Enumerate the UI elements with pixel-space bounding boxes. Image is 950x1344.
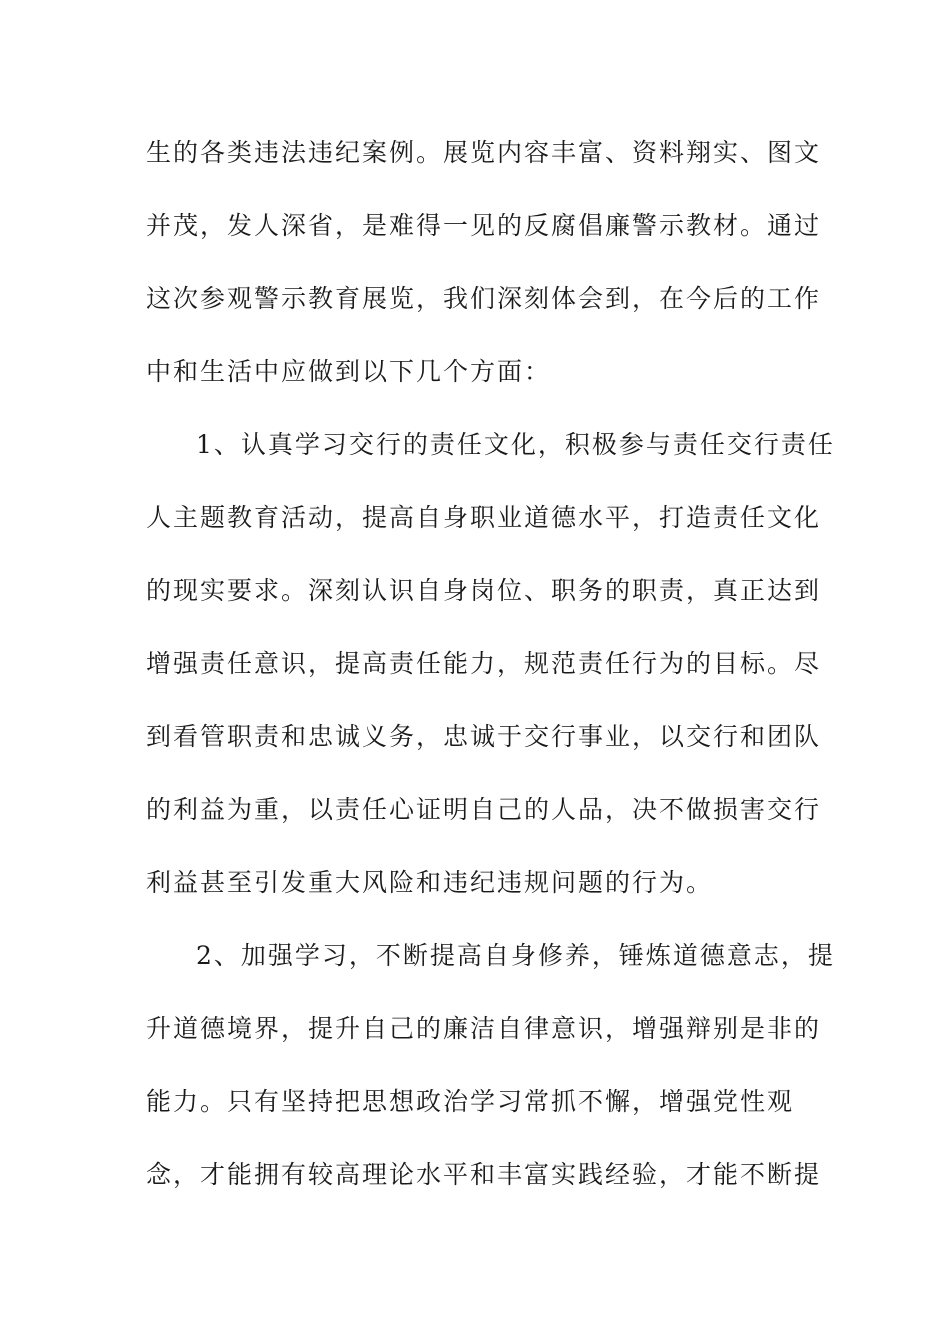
text-line: 生的各类违法违纪案例。展览内容丰富、资料翔实、图文	[146, 138, 822, 167]
list-item-2-first-line: 2、加强学习，不断提高自身修养，锤炼道德意志，提	[196, 941, 835, 970]
list-item-1-first-line: 1、认真学习交行的责任文化，积极参与责任交行责任	[196, 430, 835, 459]
text-line: 到看管职责和忠诚义务，忠诚于交行事业，以交行和团队	[146, 722, 822, 751]
text-line: 中和生活中应做到以下几个方面：	[146, 357, 552, 386]
text-line: 念，才能拥有较高理论水平和丰富实践经验，才能不断提	[146, 1160, 822, 1189]
text-line: 的现实要求。深刻认识自身岗位、职务的职责，真正达到	[146, 576, 822, 605]
text-line: 的利益为重，以责任心证明自己的人品，决不做损害交行	[146, 795, 822, 824]
text-line: 并茂，发人深省，是难得一见的反腐倡廉警示教材。通过	[146, 211, 822, 240]
text-line: 利益甚至引发重大风险和违纪违规问题的行为。	[146, 868, 714, 897]
body-text	[146, 128, 835, 1223]
text-line: 升道德境界，提升自己的廉洁自律意识，增强辩别是非的	[146, 1014, 822, 1043]
text-line: 增强责任意识，提高责任能力，规范责任行为的目标。尽	[146, 649, 822, 678]
text-line: 人主题教育活动，提高自身职业道德水平，打造责任文化	[146, 503, 822, 532]
text-line: 这次参观警示教育展览，我们深刻体会到，在今后的工作	[146, 284, 822, 313]
text-line: 能力。只有坚持把思想政治学习常抓不懈，增强党性观	[146, 1087, 795, 1116]
